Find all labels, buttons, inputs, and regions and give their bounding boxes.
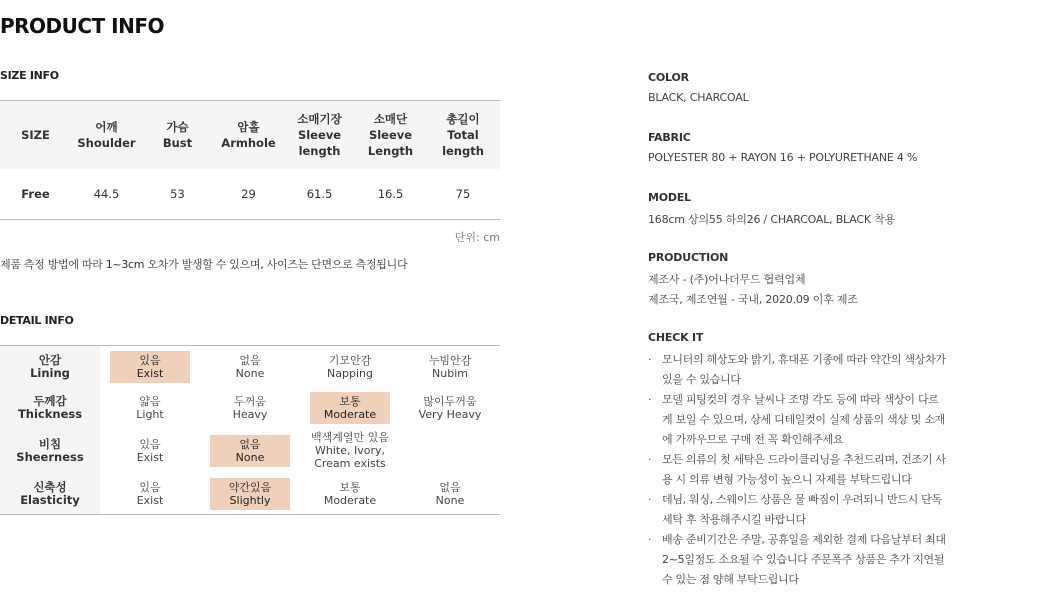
detail-table	[0, 345, 500, 515]
bullet-icon: ·	[648, 533, 652, 546]
option	[410, 392, 490, 424]
option	[410, 478, 490, 510]
option	[110, 435, 190, 467]
sleeve-hem-col-header	[355, 101, 426, 170]
detail-info-label: DETAIL INFO	[0, 314, 74, 327]
model-label: MODEL	[648, 191, 691, 204]
production-label: PRODUCTION	[648, 251, 729, 264]
col-ko: 총길이	[446, 112, 480, 126]
option	[210, 392, 290, 424]
measurement-note: 제품 측정 방법에 따라 1~3cm 오차가 발생할 수 있으며, 사이즈는 단면으로 측정됩니다	[0, 258, 408, 271]
production-manufacturer: 제조사 - (주)어나더무드 협력업체	[648, 273, 806, 286]
opt-en: Moderate	[323, 493, 377, 507]
opt-en: Heavy	[232, 407, 268, 421]
col-ko: 가슴	[166, 120, 189, 134]
table-row	[0, 473, 500, 515]
opt-ko: 기모안감	[328, 353, 372, 367]
col-en: Total length	[442, 128, 484, 158]
option-cell	[400, 473, 500, 515]
size-table-header	[0, 101, 500, 170]
opt-ko: 없음	[239, 353, 261, 367]
col-ko: 어깨	[95, 120, 118, 134]
option-selected	[110, 351, 190, 383]
opt-en: Exist	[136, 493, 164, 507]
table-row	[0, 428, 500, 473]
armhole-col-header	[213, 101, 284, 170]
col-en: Sleeve length	[297, 128, 342, 158]
option	[210, 351, 290, 383]
option-cell	[100, 473, 200, 515]
option	[310, 478, 390, 510]
list-item	[648, 450, 948, 490]
opt-en: Napping	[327, 366, 373, 380]
option-cell	[300, 428, 400, 473]
size-col-header	[0, 101, 71, 170]
bust-col-header	[142, 101, 213, 170]
bullet-icon: ·	[648, 493, 652, 506]
sleeve-hem-value: 16.5	[377, 187, 404, 201]
opt-ko: 약간있음	[228, 480, 272, 494]
opt-en: Moderate	[323, 407, 377, 421]
fabric-label: FABRIC	[648, 131, 691, 144]
row-en: Sheerness	[16, 449, 84, 464]
col-en: Bust	[162, 136, 193, 150]
option	[110, 392, 190, 424]
unit-label: 단위: cm	[454, 231, 500, 244]
bust-value: 53	[170, 187, 185, 201]
row-en: Lining	[30, 365, 70, 380]
option-cell	[200, 473, 300, 515]
sleeve-length-value: 61.5	[306, 187, 333, 201]
option-cell	[100, 387, 200, 428]
opt-ko: 백색계열만 있음	[311, 431, 389, 444]
opt-ko: 없음	[439, 480, 461, 494]
opt-ko: 얇음	[139, 394, 161, 408]
size-info-label: SIZE INFO	[0, 69, 59, 82]
table-row	[0, 387, 500, 428]
fabric-value: POLYESTER 80 + RAYON 16 + POLYURETHANE 4 %	[648, 151, 918, 164]
option-selected	[210, 435, 290, 467]
bullet-icon: ·	[648, 453, 652, 466]
list-item	[648, 530, 948, 590]
opt-en: None	[435, 493, 465, 507]
opt-en: None	[235, 450, 265, 464]
size-value: Free	[21, 187, 50, 201]
opt-ko: 없음	[239, 437, 261, 451]
detail-row-header	[0, 473, 100, 515]
detail-row-header	[0, 387, 100, 428]
list-item-text: 모니터의 해상도와 밝기, 휴대폰 기종에 따라 약간의 색상차가 있을 수 있습니다	[662, 353, 946, 386]
option-cell	[200, 346, 300, 388]
option-cell	[200, 387, 300, 428]
list-item-text: 모델 피팅컷의 경우 날씨나 조명 각도 등에 따라 색상이 다르게 보일 수 있으며, 상세 디테일컷이 실제 상품의 색상 및 소재에 가까우므로 구매 전 꼭 확인해주세요	[662, 393, 945, 446]
opt-ko: 많이두꺼움	[423, 394, 477, 408]
opt-en: Exist	[136, 366, 164, 380]
bullet-icon: ·	[648, 353, 652, 366]
sleeve-length-col-header	[284, 101, 355, 170]
table-row	[0, 169, 500, 220]
total-length-value: 75	[455, 187, 471, 201]
col-ko: 암홀	[237, 120, 260, 134]
list-item-text: 모든 의류의 첫 세탁은 드라이클리닝을 추천드리며, 건조기 사용 시 의류 변형 가능성이 높으니 자제를 부탁드립니다	[662, 453, 946, 486]
check-it-list	[648, 350, 948, 590]
opt-ko: 누빔안감	[428, 353, 472, 367]
row-ko: 비침	[38, 436, 62, 451]
opt-en: Light	[136, 407, 164, 421]
row-ko: 신축성	[33, 479, 67, 494]
list-item	[648, 490, 948, 530]
option-cell	[100, 428, 200, 473]
opt-ko: 있음	[139, 353, 161, 367]
model-value: 168cm 상의55 하의26 / CHARCOAL, BLACK 착용	[648, 213, 896, 226]
opt-ko: 보통	[339, 480, 361, 494]
total-length-col-header	[426, 101, 500, 170]
list-item	[648, 350, 948, 390]
shoulder-value: 44.5	[93, 187, 120, 201]
option-cell	[400, 346, 500, 388]
opt-ko: 두꺼움	[234, 394, 266, 408]
page-title: PRODUCT INFO	[0, 14, 165, 38]
color-label: COLOR	[648, 71, 689, 84]
option-cell	[400, 387, 500, 428]
row-en: Elasticity	[20, 492, 80, 507]
size-table	[0, 100, 500, 220]
option-cell	[300, 473, 400, 515]
col-en: Armhole	[221, 136, 276, 150]
option	[305, 428, 395, 473]
option-cell	[100, 346, 200, 388]
opt-ko: 있음	[139, 437, 161, 451]
option-cell	[300, 387, 400, 428]
opt-en: Nubim	[432, 366, 468, 380]
row-ko: 두께감	[33, 393, 67, 408]
row-ko: 안감	[38, 352, 62, 367]
detail-row-header	[0, 346, 100, 388]
opt-en: Slightly	[229, 493, 271, 507]
armhole-value: 29	[241, 187, 256, 201]
row-en: Thickness	[17, 406, 83, 421]
col-en: Sleeve Length	[367, 128, 414, 158]
option-selected	[210, 478, 290, 510]
shoulder-col-header	[71, 101, 142, 170]
option-cell	[300, 346, 400, 388]
opt-en: White, Ivory, Cream exists	[314, 444, 386, 470]
table-row	[0, 346, 500, 388]
list-item-text: 배송 준비기간은 주말, 공휴일을 제외한 결제 다음날부터 최대 2~5일정도 소요될 수 있습니다 주문폭주 상품은 추가 지연될 수 있는 점 양해 부탁드립니다	[662, 533, 946, 586]
option	[410, 351, 490, 383]
bullet-icon: ·	[648, 393, 652, 406]
color-value: BLACK, CHARCOAL	[648, 91, 749, 104]
option-selected	[310, 392, 390, 424]
option	[110, 478, 190, 510]
option-cell-empty	[400, 428, 500, 473]
option	[310, 351, 390, 383]
col-ko: 소매기장	[297, 112, 342, 126]
opt-ko: 있음	[139, 480, 161, 494]
detail-row-header	[0, 428, 100, 473]
list-item-text: 데님, 워싱, 스웨이드 상품은 물 빠짐이 우려되니 반드시 단독 세탁 후 착용해주시길 바랍니다	[662, 493, 942, 526]
option-cell	[200, 428, 300, 473]
opt-en: Very Heavy	[418, 407, 482, 421]
col-ko: 소매단	[373, 112, 408, 126]
col-en: Shoulder	[77, 136, 136, 150]
opt-ko: 보통	[339, 394, 361, 408]
production-origin: 제조국, 제조연월 - 국내, 2020.09 이후 제조	[648, 293, 858, 306]
opt-en: Exist	[136, 450, 164, 464]
list-item	[648, 390, 948, 450]
size-col-ko: SIZE	[21, 128, 50, 142]
check-it-label: CHECK IT	[648, 331, 704, 344]
opt-en: None	[235, 366, 265, 380]
